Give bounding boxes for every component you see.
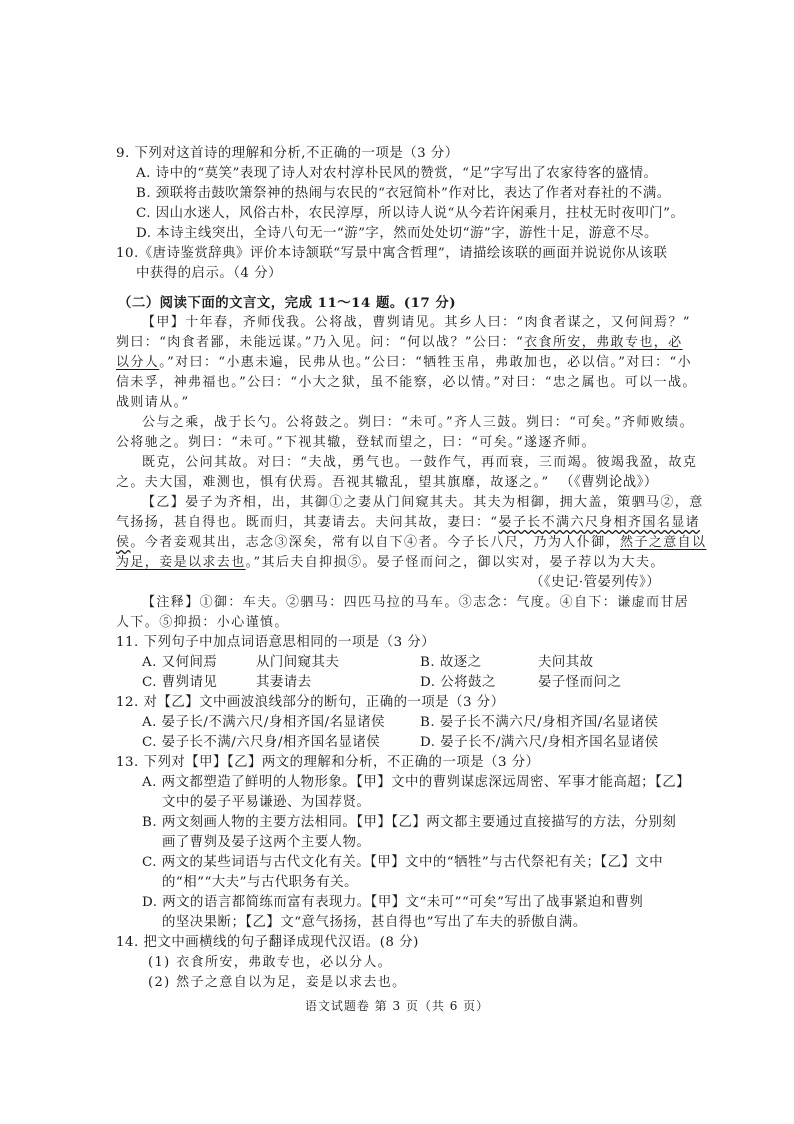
q13-option-d-line2: 的坚决果断；【乙】文“意气扬扬，甚自得也”写出了车夫的骄傲自满。 [162,915,587,930]
jia-line-2 [116,334,683,352]
q11-option-c-word1: C. 曹刿请见 [142,675,218,690]
q12-stem: 12. 对【乙】文中画波浪线部分的断句，正确的一项是（3 分） [116,695,505,710]
q10-stem-line2: 中获得的启示。（4 分） [136,266,282,281]
jia-line-8: 既克，公问其故。对曰：“夫战，勇气也。一鼓作气，再而衰，三而竭。彼竭我盈，故克 [142,455,698,470]
q11-option-c-word2: 其妻请去 [256,675,312,690]
q13-option-b-line1: B. 两文刻画人物的主要方法相同。【甲】【乙】两文都主要通过直接描写的方法，分别刻 [142,815,677,830]
q13-option-a-line2: 文中的晏子平易谦逊、为国荐贤。 [162,795,371,810]
q12-option-b: B. 晏子长不满六尺/身相齐国/名显诸侯 [420,715,659,730]
q11-option-d-word1: D. 公将鼓之 [420,675,496,690]
q12-option-d: D. 晏子长不/满六尺/身相齐国名显诸侯 [420,735,659,750]
q9-option-d: D. 本诗主线突出，全诗八句无一“游”字，然而处处切“游”字，游性十足，游意不尽。 [136,226,658,241]
q13-option-d-line1: D. 两文的语言都简练而富有表现力。【甲】文“未可”“可矣”写出了战事紧迫和曹刿 [142,895,644,910]
page-footer: 语文试题卷 第 3 页（共 6 页） [304,999,490,1013]
yi-line-3-text: 。今者妾观其出，志念③深矣，常有以自下④者。今子长八尺，乃为人仆御， [130,535,621,550]
q14-sentence-1: (1) 衣食所安，弗敢专也，必以分人。 [148,955,393,970]
jia-line-5: 战则请从。” [116,395,190,410]
q11-stem: 11. 下列句子中加点词语意思相同的一项是（3 分） [116,635,436,650]
jia-line-6: 公与之乘，战于长勺。公将鼓之。刿曰：“未可。”齐人三鼓。刿曰：“可矣。”齐师败绩。 [142,415,694,430]
q9-option-c: C. 因山水迷人，风俗古朴，农民淳厚，所以诗人说“从今若许闲乘月，拄杖无时夜叩门”。 [136,206,685,221]
jia-line-4: 信未孚，神弗福也。”公曰：“小大之狱，虽不能察，必以情。”对曰：“忠之属也。可以一战。 [116,375,697,390]
q14-stem: 14. 把文中画横线的句子翻译成现代汉语。(8 分) [116,935,419,950]
jia-line-1: 【甲】十年春，齐师伐我。公将战，曹刿请见。其乡人曰：“肉食者谋之，又何间焉？” [142,315,691,330]
jia-source: （《曹刿论战》） [560,475,658,490]
q11-option-a-word1: A. 又何间焉 [142,655,218,670]
yi-underline-sentence-part2: 为足，妾是以求去也 [116,555,246,570]
yi-wavy-sentence-part1: 晏子长不满六尺身相齐国名显诸 [498,515,701,530]
q11-option-b-word1: B. 故逐之 [420,655,482,670]
jia-underline-sentence-part2: 以分人 [116,355,160,370]
yi-line-2-text: 气扬扬，甚自得也。既而归，其妻请去。夫问其故，妻曰：“ [116,515,499,530]
jia-line-3-text: 。”对曰：“小惠未遍，民弗从也。”公曰：“牺牲玉帛，弗敢加也，必以信。”对曰：“小 [159,355,692,370]
yi-source: （《史记·管晏列传》） [530,575,661,590]
q12-option-a: A. 晏子长/不满六尺/身相齐国/名显诸侯 [142,715,386,730]
q13-option-c-line2: 的“相”“大夫”与古代职务有关。 [162,875,359,890]
notes-line-1: 【注释】①御：车夫。②驷马：四匹马拉的马车。③志念：气度。④自下：谦虚而甘居 [142,595,690,610]
notes-line-2: 人下。⑤抑损：小心谨慎。 [116,615,289,630]
yi-line-1: 【乙】晏子为齐相，出，其御①之妻从门间窥其夫。其夫为相御，拥大盖，策驷马②，意 [142,495,704,510]
q9-option-a: A. 诗中的“莫笑”表现了诗人对农村淳朴民风的赞赏，“足”字写出了农家待客的盛情。 [136,166,658,181]
yi-line-4 [116,554,665,572]
q11-option-d-word2: 晏子怪而问之 [538,675,622,690]
q13-stem: 13. 下列对【甲】【乙】两文的理解和分析，不正确的一项是（3 分） [116,755,540,770]
q11-option-b-word2: 夫问其故 [538,655,594,670]
yi-wavy-sentence-part2: 侯 [116,535,131,550]
yi-underline-sentence-part1: 然子之意自以 [620,535,707,550]
yi-line-2 [116,514,700,532]
section-2-title: （二）阅读下面的文言文，完成 11～14 题。(17 分) [118,295,457,311]
jia-line-7: 公将驰之。刿曰：“未可。”下视其辙，登轼而望之，曰：“可矣。”遂逐齐师。 [116,435,596,450]
yi-line-4-text: 。”其后夫自抑损⑤。晏子怪而问之，御以实对，晏子荐以为大夫。 [245,555,665,570]
jia-line-2-text: 刿曰：“肉食者鄙，未能远谋。”乃入见。问：“何以战？”公曰：“ [116,335,525,350]
q13-option-b-line2: 画了曹刿及晏子这两个主要人物。 [162,835,371,850]
q9-stem: 9. 下列对这首诗的理解和分析,不正确的一项是（3 分） [116,146,459,161]
q13-option-a-line1: A. 两文都塑造了鲜明的人物形象。【甲】文中的曹刿谋虑深远周密、军事才能高超；【乙】 [142,775,691,790]
q14-sentence-2: (2) 然子之意自以为足，妾是以求去也。 [148,975,407,990]
q9-option-b: B. 颈联将击鼓吹箫祭神的热闹与农民的“衣冠简朴”作对比，表达了作者对春社的不满。 [136,186,671,201]
q11-option-a-word2: 从门间窥其夫 [256,655,340,670]
yi-line-3 [116,534,706,552]
jia-underline-sentence-part1: 衣食所安，弗敢专也，必 [524,335,683,350]
jia-line-9: 之。夫大国，难测也，惧有伏焉。吾视其辙乱，望其旗靡，故逐之。” [116,475,550,490]
q10-stem-line1: 10.《唐诗鉴赏辞典》评价本诗颔联“写景中寓含哲理”，请描绘该联的画面并说说你从该联 [116,246,668,261]
q13-option-c-line1: C. 两文的某些词语与古代文化有关。【甲】文中的“牺牲”与古代祭祀有关；【乙】文中 [142,855,664,870]
jia-line-3 [116,354,692,372]
q12-option-c: C. 晏子长不满/六尺身/相齐国名显诸侯 [142,735,381,750]
